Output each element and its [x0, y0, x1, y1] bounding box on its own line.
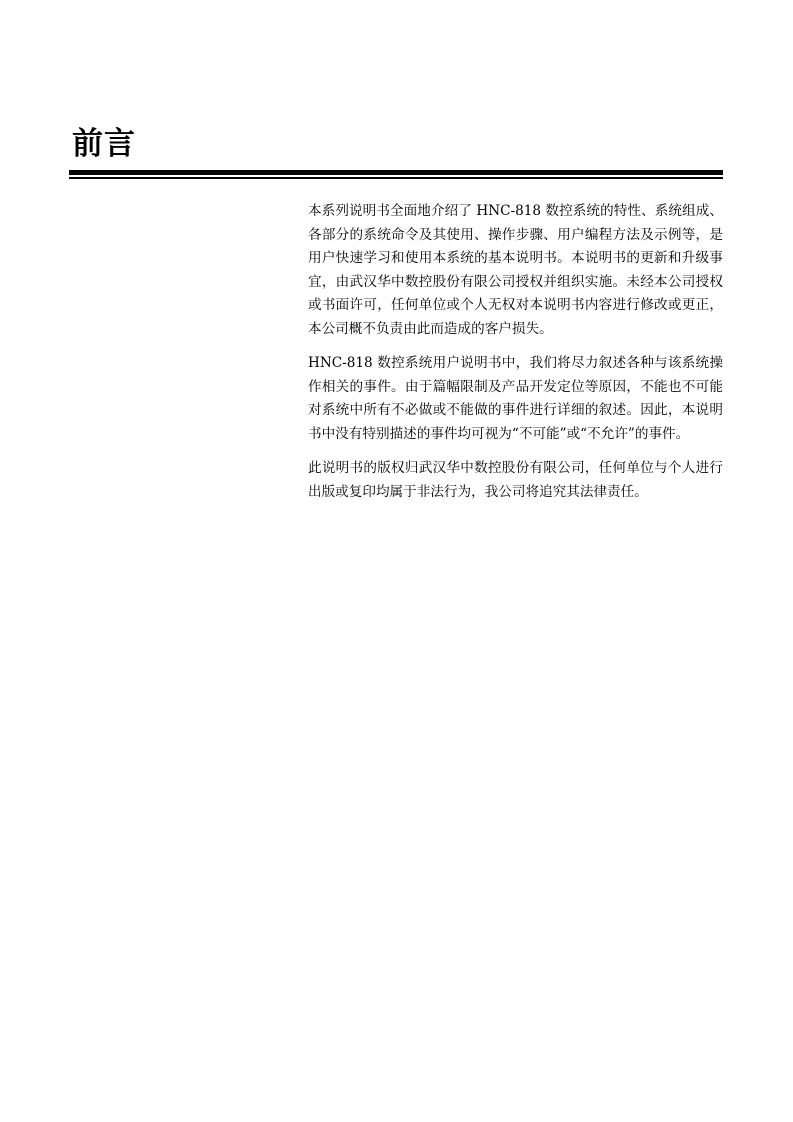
page-title: 前言	[72, 126, 136, 162]
title-rule-thin	[69, 177, 723, 179]
preface-body	[308, 200, 723, 515]
paragraph-copyright: 此说明书的版权归武汉华中数控股份有限公司，任何单位与个人进行出版或复印均属于非法行为，我公司将追究其法律责任。	[308, 460, 723, 500]
paragraph-intro: 本系列说明书全面地介绍了 HNC-818 数控系统的特性、系统组成、各部分的系统命令及其使用、操作步骤、用户编程方法及示例等，是用户快速学习和使用本系统的基本说明书。本说明书的更新和升级事宜，由武汉华中数控股份有限公司授权并组织实施。未经本公司授权或书面许可，任何单位或个人无权对本说明书内容进行修改或更正，本公司概不负责由此而造成的客户损失。	[308, 203, 723, 337]
paragraph-scope: HNC-818 数控系统用户说明书中，我们将尽力叙述各种与该系统操作相关的事件。由于篇幅限制及产品开发定位等原因，不能也不可能对系统中所有不必做或不能做的事件进行详细的叙述。因此，本说明书中没有特别描述的事件均可视为“不可能”或“不允许”的事件。	[308, 355, 723, 442]
title-rule-thick	[69, 170, 723, 175]
